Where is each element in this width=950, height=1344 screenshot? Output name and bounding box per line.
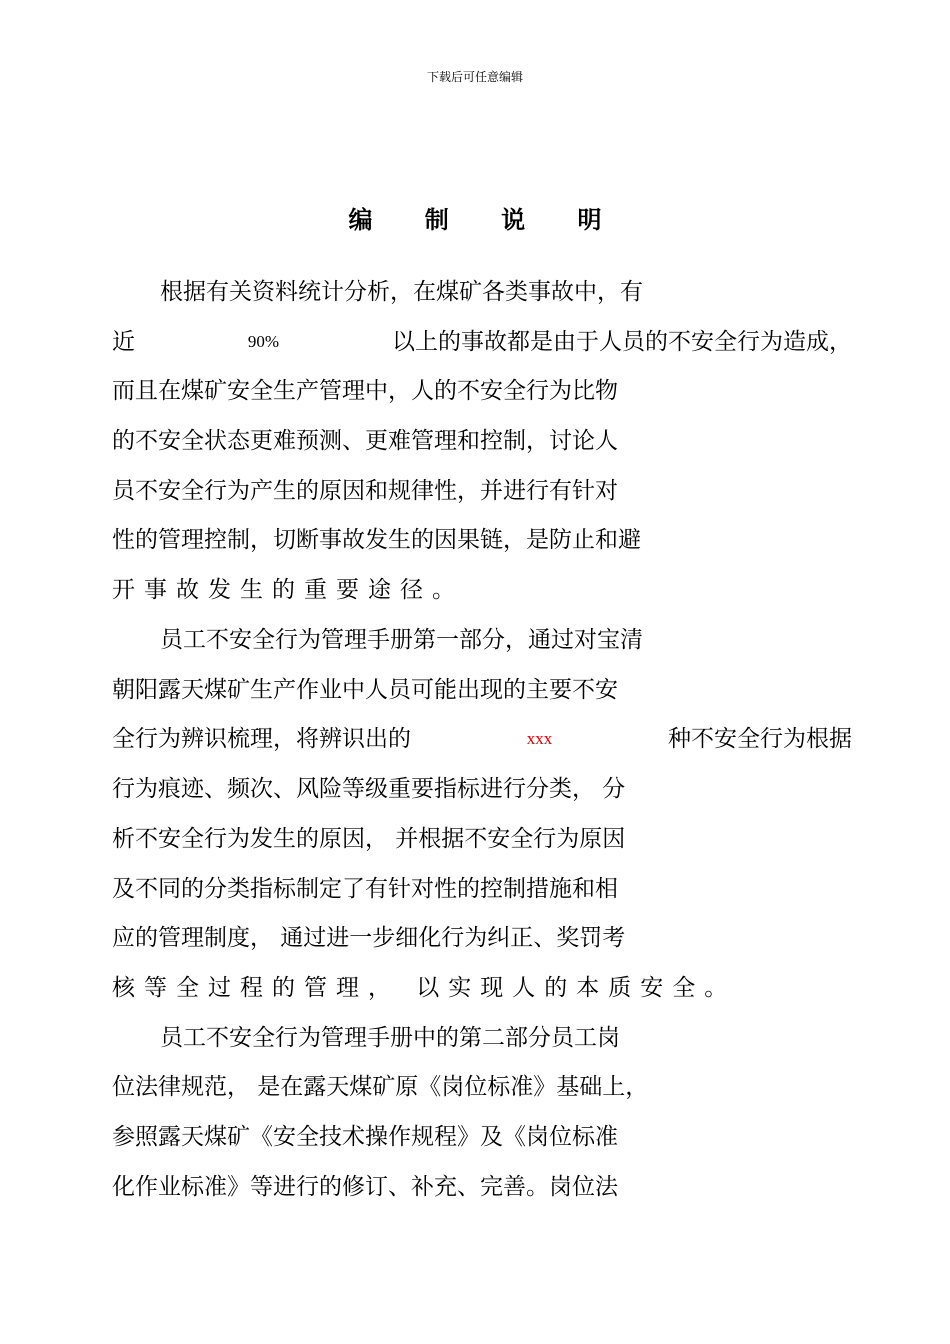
body-line: 应的管理制度， 通过进一步细化行为纠正、奖罚考 — [112, 925, 626, 951]
placeholder-count: xxx — [526, 729, 553, 748]
body-line: 员不安全行为产生的原因和规律性，并进行有针对 — [112, 478, 618, 504]
line-prefix: 近 — [112, 329, 135, 355]
body-line: 而且在煤矿安全生产管理中，人的不安全行为比物 — [112, 378, 618, 404]
body-line: 性的管理控制，切断事故发生的因果链，是防止和避 — [112, 527, 641, 553]
line-suffix: 种不安全行为根据 — [668, 726, 852, 752]
body-line: 员工不安全行为管理手册第一部分，通过对宝清 — [160, 627, 643, 653]
body-line: 朝阳露天煤矿生产作业中人员可能出现的主要不安 — [112, 677, 618, 703]
body-line: 行为痕迹、频次、风险等级重要指标进行分类， 分 — [112, 776, 626, 802]
body-line: 核等全过程的管理， 以实现人的本质安全。 — [112, 975, 737, 1001]
line-suffix: 以上的事故都是由于人员的不安全行为造成， — [391, 329, 852, 355]
body-line: 根据有关资料统计分析，在煤矿各类事故中，有 — [160, 279, 643, 305]
page-title: 编 制 说 明 — [348, 206, 624, 234]
body-line: 员工不安全行为管理手册中的第二部分员工岗 — [160, 1025, 620, 1051]
line-prefix: 全行为辨识梳理，将辨识出的 — [112, 726, 411, 752]
body-line: 参照露天煤矿《安全技术操作规程》及《岗位标准 — [112, 1124, 618, 1150]
body-line: 的不安全状态更难预测、更难管理和控制，讨论人 — [112, 428, 618, 454]
body-line: 位法律规范， 是在露天煤矿原《岗位标准》基础上， — [112, 1074, 649, 1100]
header-note: 下载后可任意编辑 — [426, 70, 523, 84]
body-line: 析不安全行为发生的原因， 并根据不安全行为原因 — [112, 826, 626, 852]
body-line — [112, 721, 852, 757]
percent-value: 90% — [247, 332, 280, 351]
body-line: 开事故发生的重要途径。 — [112, 577, 464, 603]
body-line — [112, 324, 852, 360]
body-line: 及不同的分类指标制定了有针对性的控制措施和相 — [112, 876, 618, 902]
body-line: 化作业标准》等进行的修订、补充、完善。岗位法 — [112, 1174, 618, 1200]
